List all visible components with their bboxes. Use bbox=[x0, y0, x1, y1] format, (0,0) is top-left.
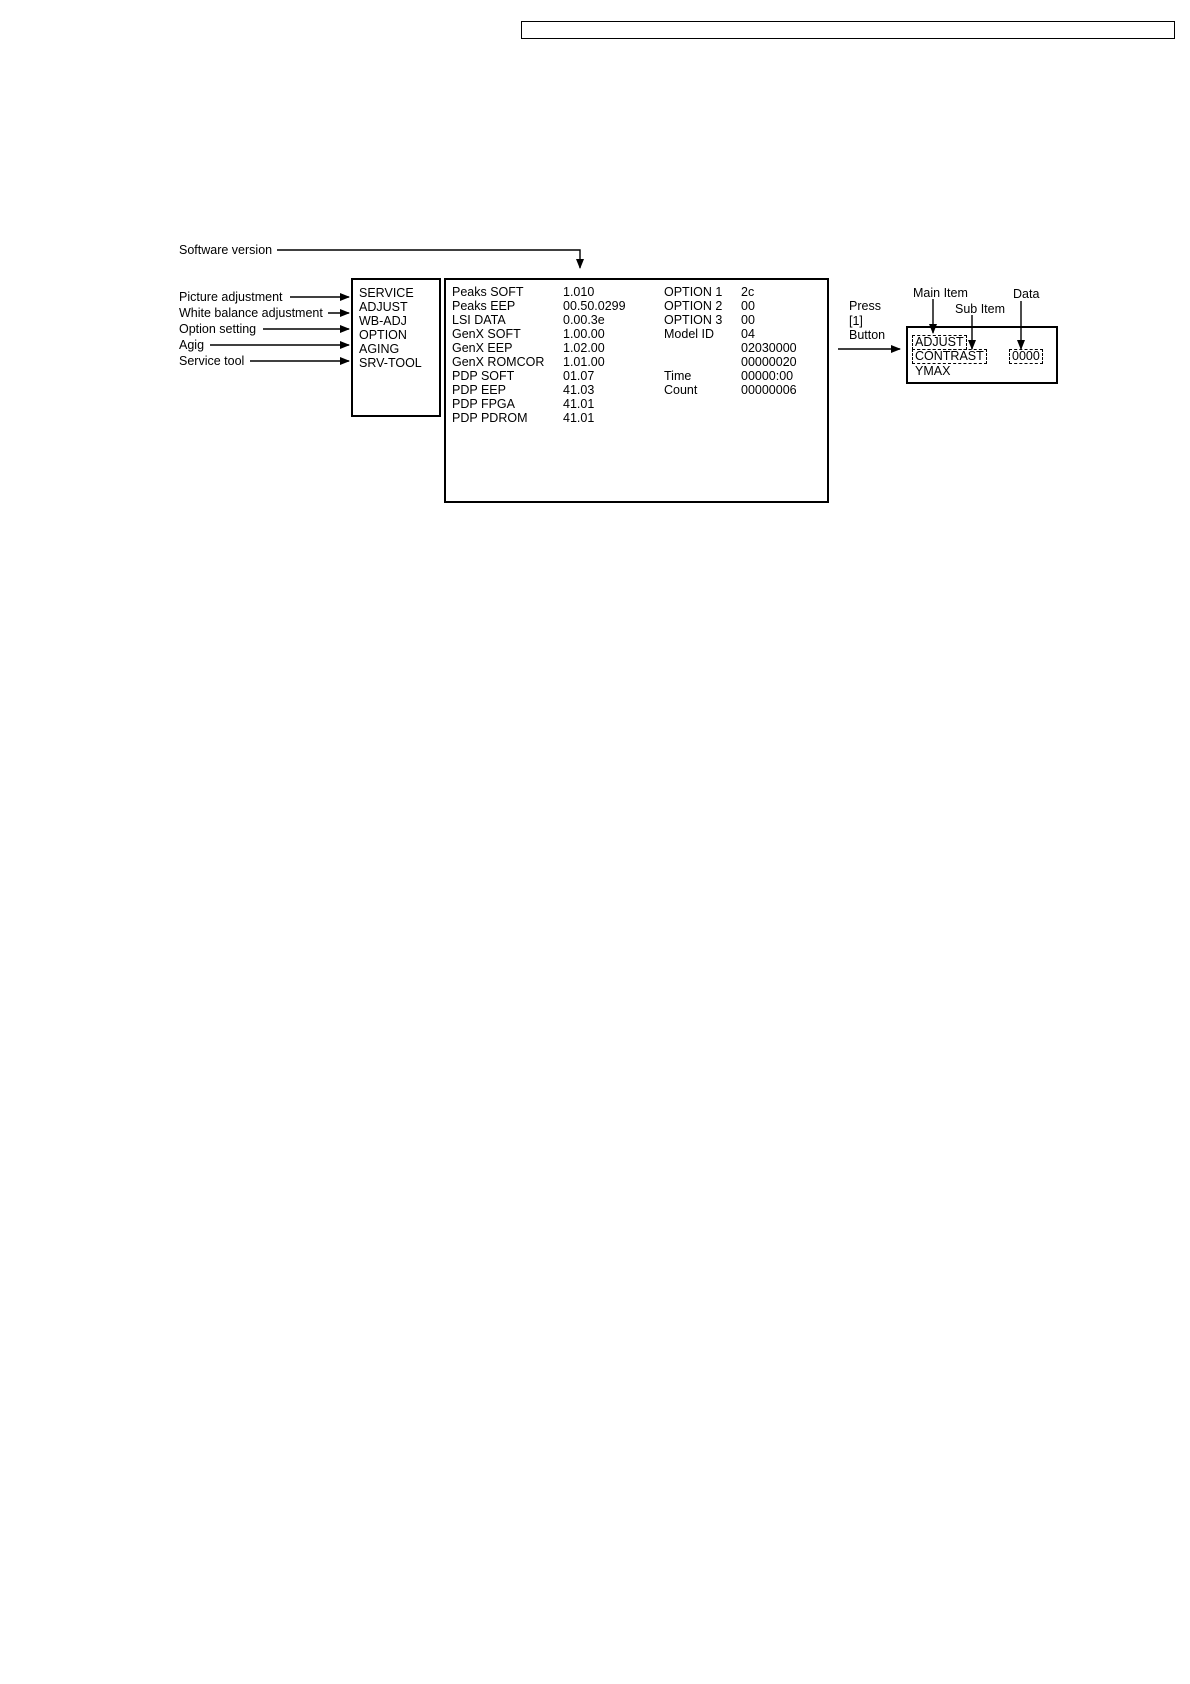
table-row-value2: 2c bbox=[741, 285, 755, 299]
table-row-value2: 04 bbox=[741, 327, 755, 341]
table-row-value: 0.00.3e bbox=[563, 313, 605, 327]
main-item-value: ADJUST bbox=[912, 335, 967, 350]
software-version-table bbox=[444, 278, 829, 503]
table-row-name: GenX ROMCOR bbox=[452, 355, 545, 369]
main-item-label: Main Item bbox=[913, 286, 968, 300]
menu-item-adjust[interactable]: ADJUST bbox=[359, 300, 408, 314]
table-row-name2: Time bbox=[664, 369, 692, 383]
menu-item-srv-tool[interactable]: SRV-TOOL bbox=[359, 356, 422, 370]
sub-item-value: CONTRAST bbox=[912, 349, 987, 364]
table-row-name2: OPTION 3 bbox=[664, 313, 723, 327]
table-row-value: 1.02.00 bbox=[563, 341, 605, 355]
data-label: Data bbox=[1013, 287, 1040, 301]
table-row-value2: 00000006 bbox=[741, 383, 797, 397]
table-row-value2: 00 bbox=[741, 299, 755, 313]
next-item-value: YMAX bbox=[915, 364, 951, 378]
table-row-name: Peaks EEP bbox=[452, 299, 516, 313]
table-row-value: 41.01 bbox=[563, 397, 595, 411]
table-row-value: 41.03 bbox=[563, 383, 595, 397]
table-row-value2: 00000:00 bbox=[741, 369, 794, 383]
software-version-label: Software version bbox=[179, 243, 273, 257]
table-row-value: 41.01 bbox=[563, 411, 595, 425]
table-row-name: PDP EEP bbox=[452, 383, 506, 397]
picture-adjustment-label: Picture adjustment bbox=[179, 290, 283, 304]
table-row-value: 1.00.00 bbox=[563, 327, 605, 341]
software-version-arrow bbox=[277, 250, 580, 268]
table-row-name: PDP FPGA bbox=[452, 397, 515, 411]
white-balance-adjustment-label: White balance adjustment bbox=[179, 306, 323, 320]
table-row-name: GenX EEP bbox=[452, 341, 513, 355]
table-row-value2: 02030000 bbox=[741, 341, 797, 355]
press-label: Press bbox=[849, 299, 881, 313]
table-row-name: LSI DATA bbox=[452, 313, 506, 327]
menu-item-aging[interactable]: AGING bbox=[359, 342, 400, 356]
button-label: Button bbox=[849, 328, 886, 342]
service-menu-box bbox=[351, 278, 441, 417]
table-row-name2: OPTION 1 bbox=[664, 285, 723, 299]
data-value: 0000 bbox=[1009, 349, 1043, 364]
table-row-name2: Count bbox=[664, 383, 698, 397]
table-row-name: GenX SOFT bbox=[452, 327, 521, 341]
table-row-name: PDP PDROM bbox=[452, 411, 528, 425]
menu-item-option[interactable]: OPTION bbox=[359, 328, 407, 342]
table-row-value: 00.50.0299 bbox=[563, 299, 626, 313]
table-row-value: 01.07 bbox=[563, 369, 595, 383]
sub-item-label: Sub Item bbox=[955, 302, 1006, 316]
service-tool-label: Service tool bbox=[179, 354, 245, 368]
table-row-value2: 00 bbox=[741, 313, 755, 327]
menu-item-service[interactable]: SERVICE bbox=[359, 286, 414, 300]
table-row-name2: OPTION 2 bbox=[664, 299, 723, 313]
table-row-value: 1.01.00 bbox=[563, 355, 605, 369]
table-row-name: Peaks SOFT bbox=[452, 285, 524, 299]
adjust-screen-box bbox=[906, 326, 1058, 384]
menu-item-wb-adj[interactable]: WB-ADJ bbox=[359, 314, 407, 328]
button-number-label: [1] bbox=[849, 314, 863, 328]
option-setting-label: Option setting bbox=[179, 322, 257, 336]
table-row-value2: 00000020 bbox=[741, 355, 797, 369]
table-row-value: 1.010 bbox=[563, 285, 595, 299]
table-row-name2: Model ID bbox=[664, 327, 715, 341]
agig-label: Agig bbox=[179, 338, 205, 352]
table-row-name: PDP SOFT bbox=[452, 369, 515, 383]
